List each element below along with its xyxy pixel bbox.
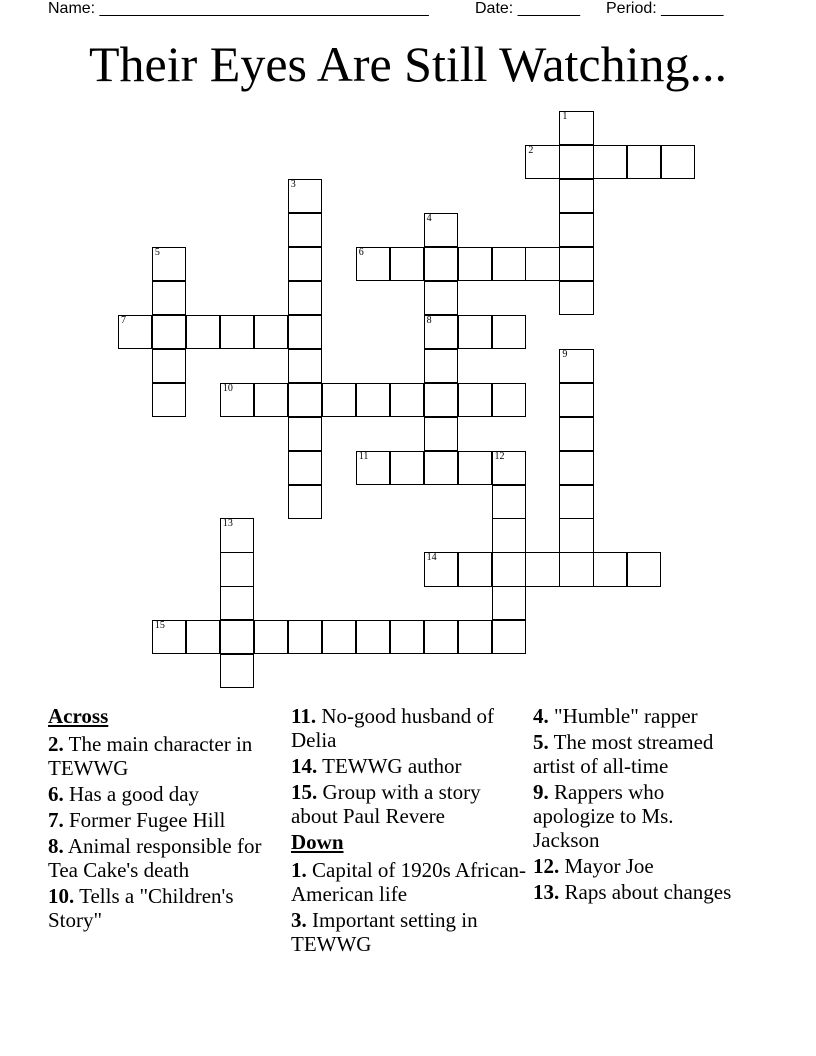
grid-cell[interactable] xyxy=(356,620,390,654)
grid-cell[interactable] xyxy=(458,383,492,417)
grid-cell[interactable] xyxy=(288,213,322,247)
grid-cell[interactable] xyxy=(254,620,288,654)
grid-cell[interactable] xyxy=(559,552,593,586)
grid-cell[interactable] xyxy=(424,247,458,281)
grid-cell[interactable] xyxy=(220,552,254,586)
grid-cell[interactable] xyxy=(492,451,526,485)
grid-cell[interactable] xyxy=(152,247,186,281)
grid-cell[interactable] xyxy=(118,315,152,349)
grid-cell[interactable] xyxy=(220,315,254,349)
grid-cell[interactable] xyxy=(356,451,390,485)
grid-cell[interactable] xyxy=(492,586,526,620)
clue-across-11 xyxy=(291,704,527,752)
grid-cell[interactable] xyxy=(390,383,424,417)
cell-number: 7 xyxy=(121,314,126,326)
grid-cell[interactable] xyxy=(356,247,390,281)
down-heading: Down xyxy=(291,830,344,854)
page-title: Their Eyes Are Still Watching... xyxy=(89,36,727,92)
clue-number: 9. xyxy=(533,780,549,804)
grid-cell[interactable] xyxy=(424,620,458,654)
cell-number: 12 xyxy=(494,450,505,462)
clue-number: 6. xyxy=(48,782,64,806)
clue-text: No-good husband of Delia xyxy=(291,704,494,752)
clue-text: Former Fugee Hill xyxy=(69,808,226,832)
date-field[interactable]: Date: _______ xyxy=(475,0,580,17)
clue-text: Rappers who apologize to Ms. Jackson xyxy=(533,780,674,852)
clue-down-4 xyxy=(533,704,743,728)
grid-cell[interactable] xyxy=(424,213,458,247)
grid-cell[interactable] xyxy=(559,485,593,519)
grid-cell[interactable] xyxy=(458,451,492,485)
cell-number: 15 xyxy=(154,620,165,632)
grid-cell[interactable] xyxy=(492,485,526,519)
grid-cell[interactable] xyxy=(492,315,526,349)
grid-cell[interactable] xyxy=(390,247,424,281)
period-field[interactable]: Period: _______ xyxy=(606,0,724,17)
clue-text: "Humble" rapper xyxy=(554,704,698,728)
clue-text: Tells a "Children's Story" xyxy=(48,884,234,932)
clues-column-2 xyxy=(291,704,527,958)
clue-number: 15. xyxy=(291,780,318,804)
grid-cell[interactable] xyxy=(152,620,186,654)
grid-cell[interactable] xyxy=(559,247,593,281)
cell-number: 3 xyxy=(290,178,296,190)
clue-number: 5. xyxy=(533,730,549,754)
clue-down-13 xyxy=(533,880,743,904)
clue-number: 4. xyxy=(533,704,549,728)
grid-cell[interactable] xyxy=(424,552,458,586)
clue-number: 3. xyxy=(291,908,307,932)
clue-number: 7. xyxy=(48,808,64,832)
grid-cell[interactable] xyxy=(525,247,559,281)
grid-cell[interactable] xyxy=(559,349,593,383)
clue-number: 2. xyxy=(48,732,64,756)
clue-number: 10. xyxy=(48,884,75,908)
clue-text: Has a good day xyxy=(69,782,200,806)
clue-number: 14. xyxy=(291,754,318,778)
name-field[interactable]: Name: _____________________________________ xyxy=(48,0,429,17)
grid-cell[interactable] xyxy=(559,281,593,315)
grid-cell[interactable] xyxy=(559,213,593,247)
grid-cell[interactable] xyxy=(627,145,661,179)
clue-down-9 xyxy=(533,780,743,852)
clue-number: 8. xyxy=(48,834,64,858)
grid-cell[interactable] xyxy=(458,620,492,654)
grid-cell[interactable] xyxy=(424,315,458,349)
grid-cell[interactable] xyxy=(390,620,424,654)
grid-cell[interactable] xyxy=(288,417,322,451)
clue-text: The main character in TEWWG xyxy=(48,732,253,780)
cell-number: 10 xyxy=(222,382,233,394)
grid-cell[interactable] xyxy=(559,451,593,485)
grid-cell[interactable] xyxy=(220,620,254,654)
grid-cell[interactable] xyxy=(492,247,526,281)
clue-number: 11. xyxy=(291,704,317,728)
grid-cell[interactable] xyxy=(492,518,526,552)
clue-across-2 xyxy=(48,732,273,780)
clue-across-7 xyxy=(48,808,273,832)
grid-cell[interactable] xyxy=(559,383,593,417)
clue-text: Raps about changes xyxy=(564,880,732,904)
cell-number: 6 xyxy=(358,246,364,258)
grid-cell[interactable] xyxy=(424,281,458,315)
grid-cell[interactable] xyxy=(152,281,186,315)
grid-cell[interactable] xyxy=(458,247,492,281)
clue-number: 1. xyxy=(291,858,307,882)
across-heading: Across xyxy=(48,704,109,728)
grid-cell[interactable] xyxy=(220,518,254,552)
clue-down-1 xyxy=(291,858,527,906)
clue-across-15 xyxy=(291,780,527,828)
grid-cell[interactable] xyxy=(152,315,186,349)
clue-down-3 xyxy=(291,908,527,956)
cell-number: 1 xyxy=(562,111,568,122)
grid-cell[interactable] xyxy=(186,620,220,654)
grid-cell[interactable] xyxy=(186,315,220,349)
grid-cell[interactable] xyxy=(288,349,322,383)
clue-text: Animal responsible for Tea Cake's death xyxy=(48,834,262,882)
grid-cell[interactable] xyxy=(288,485,322,519)
cell-number: 14 xyxy=(426,552,437,564)
cell-number: 4 xyxy=(426,212,432,224)
clue-number: 13. xyxy=(533,880,560,904)
grid-cell[interactable] xyxy=(559,145,593,179)
clue-text: Mayor Joe xyxy=(564,854,654,878)
clue-down-5 xyxy=(533,730,743,778)
clue-text: The most streamed artist of all-time xyxy=(533,730,714,778)
grid-cell[interactable] xyxy=(492,620,526,654)
grid-cell[interactable] xyxy=(288,247,322,281)
clue-text: Group with a story about Paul Revere xyxy=(291,780,481,828)
cell-number: 13 xyxy=(222,518,233,530)
grid-cell[interactable] xyxy=(559,417,593,451)
grid-cell[interactable] xyxy=(288,451,322,485)
grid-cell[interactable] xyxy=(458,315,492,349)
clue-across-14 xyxy=(291,754,527,778)
grid-cell[interactable] xyxy=(424,417,458,451)
grid-cell[interactable] xyxy=(152,349,186,383)
grid-cell[interactable] xyxy=(254,315,288,349)
grid-cell[interactable] xyxy=(390,451,424,485)
grid-cell[interactable] xyxy=(593,145,627,179)
grid-cell[interactable] xyxy=(492,552,526,586)
grid-cell[interactable] xyxy=(220,654,254,688)
clue-text: Capital of 1920s African-American life xyxy=(291,858,527,906)
cell-number: 8 xyxy=(426,314,432,326)
clue-text: TEWWG author xyxy=(322,754,462,778)
grid-cell[interactable] xyxy=(254,383,288,417)
grid-cell[interactable] xyxy=(458,552,492,586)
grid-cell[interactable] xyxy=(559,111,593,145)
grid-cell[interactable] xyxy=(424,383,458,417)
grid-cell[interactable] xyxy=(322,620,356,654)
grid-cell[interactable] xyxy=(288,383,322,417)
grid-cell[interactable] xyxy=(288,315,322,349)
grid-cell[interactable] xyxy=(288,620,322,654)
grid-cell[interactable] xyxy=(525,552,559,586)
clues-column-3 xyxy=(533,704,743,906)
clue-across-6 xyxy=(48,782,273,806)
grid-cell[interactable] xyxy=(322,383,356,417)
cell-number: 5 xyxy=(154,246,160,258)
grid-cell[interactable] xyxy=(152,383,186,417)
cell-number: 9 xyxy=(562,348,568,360)
grid-cell[interactable] xyxy=(559,518,593,552)
grid-cell[interactable] xyxy=(627,552,661,586)
grid-cell[interactable] xyxy=(593,552,627,586)
clue-text: Important setting in TEWWG xyxy=(291,908,478,956)
clues-column-1 xyxy=(48,704,273,934)
grid-cell[interactable] xyxy=(424,451,458,485)
grid-cell[interactable] xyxy=(525,145,559,179)
grid-cell[interactable] xyxy=(492,383,526,417)
grid-cell[interactable] xyxy=(424,349,458,383)
grid-cell[interactable] xyxy=(559,179,593,213)
grid-cell[interactable] xyxy=(288,281,322,315)
grid-cell[interactable] xyxy=(661,145,695,179)
grid-cell[interactable] xyxy=(288,179,322,213)
clue-across-10 xyxy=(48,884,273,932)
clue-across-8 xyxy=(48,834,273,882)
grid-cell[interactable] xyxy=(356,383,390,417)
cell-number: 11 xyxy=(358,450,369,462)
clue-number: 12. xyxy=(533,854,560,878)
grid-cell[interactable] xyxy=(220,586,254,620)
grid-cell[interactable] xyxy=(220,383,254,417)
cell-number: 2 xyxy=(528,144,534,156)
clue-down-12 xyxy=(533,854,743,878)
